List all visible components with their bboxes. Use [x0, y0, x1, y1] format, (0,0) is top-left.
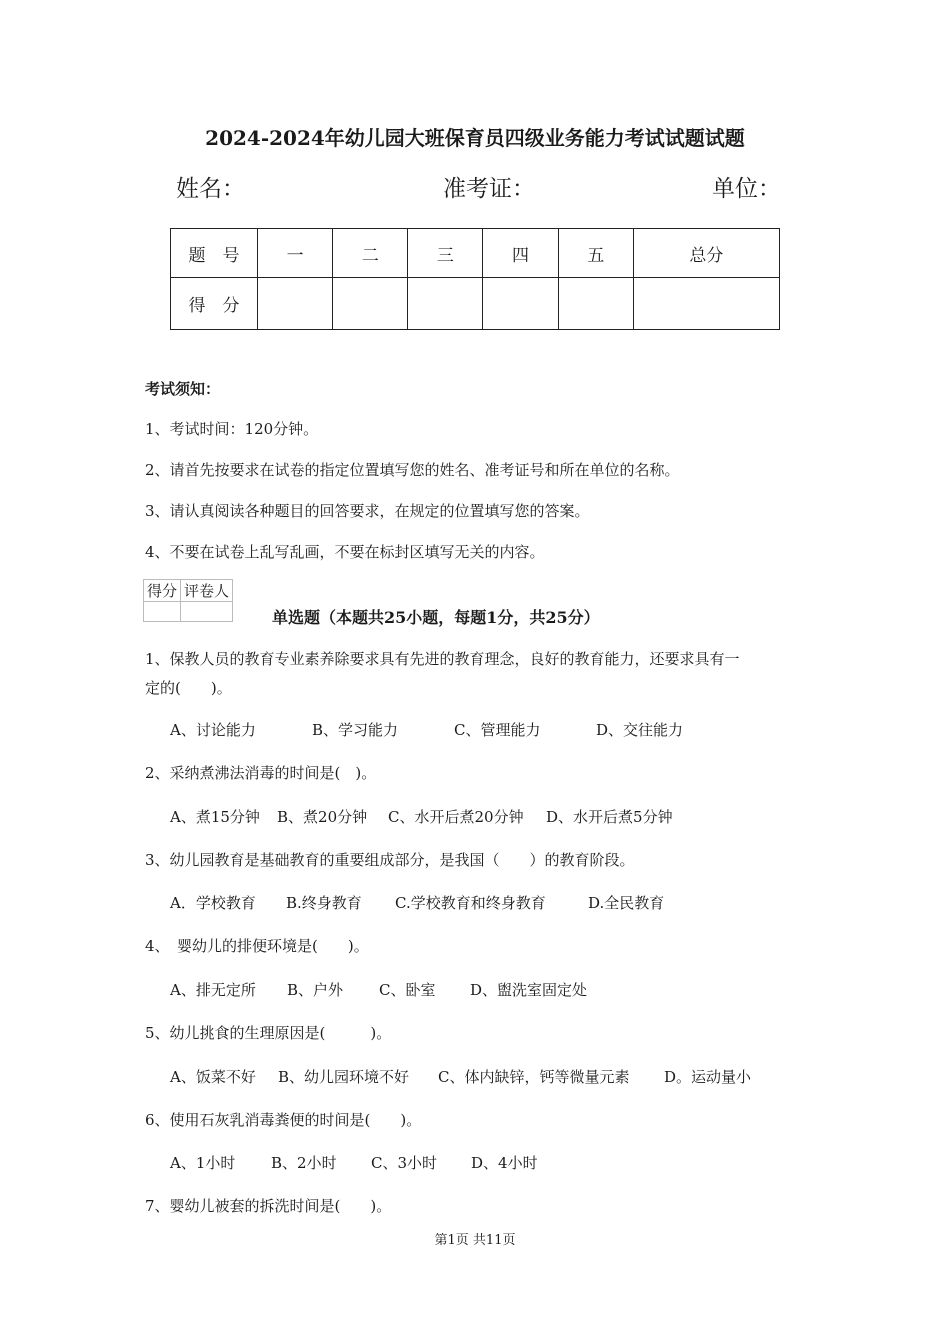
- score-table-header-cell: 三: [408, 229, 483, 278]
- question-stem-continued: 定的( )。: [145, 679, 232, 697]
- question-stem: 4、 婴幼儿的排便环境是( )。: [145, 937, 369, 955]
- question-option: C、体内缺锌，钙等微量元素: [438, 1068, 630, 1086]
- question-option: C、水开后煮20分钟: [388, 808, 524, 826]
- grader-score-label: 得分: [144, 580, 181, 602]
- score-table-header-cell: 题 号: [171, 229, 258, 278]
- score-cell: [483, 278, 558, 330]
- question-option: A、饭菜不好: [170, 1068, 256, 1086]
- score-table-header-cell: 四: [483, 229, 558, 278]
- grader-score-cell: [144, 602, 181, 622]
- question-option: C、卧室: [379, 981, 436, 999]
- question-stem: 1、保教人员的教育专业素养除要求具有先进的教育理念，良好的教育能力，还要求具有一: [145, 650, 740, 668]
- exam-number-field-label: 准考证：: [443, 176, 535, 202]
- grader-reviewer-label: 评卷人: [181, 580, 233, 602]
- score-cell: [558, 278, 633, 330]
- notice-heading: 考试须知：: [145, 380, 221, 398]
- score-table-header-cell: 五: [558, 229, 633, 278]
- unit-field-label: 单位：: [712, 176, 781, 202]
- score-cell: [633, 278, 779, 330]
- question-option: A、排无定所: [170, 981, 256, 999]
- question-option: D.全民教育: [588, 894, 665, 912]
- section-title: 单选题（本题共25小题，每题1分，共25分）: [272, 608, 600, 627]
- grader-reviewer-cell: [181, 602, 233, 622]
- score-table-header-cell: 二: [333, 229, 408, 278]
- page-footer: 第1页 共11页: [434, 1233, 516, 1248]
- question-stem: 7、婴幼儿被套的拆洗时间是( )。: [145, 1197, 392, 1215]
- question-option: A．学校教育: [170, 894, 256, 912]
- question-option: D。运动量小: [664, 1068, 752, 1086]
- question-option: B、幼儿园环境不好: [278, 1068, 410, 1086]
- question-option: B、煮20分钟: [277, 808, 368, 826]
- question-option: B、户外: [287, 981, 344, 999]
- question-option: A、讨论能力: [170, 721, 256, 739]
- grader-box: [143, 579, 233, 622]
- notice-item: 3、请认真阅读各种题目的回答要求，在规定的位置填写您的答案。: [145, 502, 590, 520]
- name-field-label: 姓名：: [176, 176, 245, 202]
- question-option: B、学习能力: [312, 721, 399, 739]
- score-row-label: 得 分: [171, 278, 258, 330]
- question-option: C、管理能力: [454, 721, 541, 739]
- score-table: [170, 228, 780, 330]
- question-option: D、水开后煮5分钟: [546, 808, 673, 826]
- question-option: C.学校教育和终身教育: [395, 894, 546, 912]
- notice-item: 4、不要在试卷上乱写乱画，不要在标封区填写无关的内容。: [145, 543, 545, 561]
- score-cell: [333, 278, 408, 330]
- question-option: B.终身教育: [286, 894, 362, 912]
- question-option: B、2小时: [271, 1154, 337, 1172]
- score-table-score-row: [171, 278, 780, 330]
- question-option: A、1小时: [170, 1154, 236, 1172]
- question-option: D、交往能力: [596, 721, 684, 739]
- notice-item: 2、请首先按要求在试卷的指定位置填写您的姓名、准考证号和所在单位的名称。: [145, 461, 680, 479]
- score-table-header-cell: 一: [258, 229, 333, 278]
- score-cell: [258, 278, 333, 330]
- question-stem: 5、幼儿挑食的生理原因是( )。: [145, 1024, 392, 1042]
- score-table-header-row: [171, 229, 780, 278]
- page-title: 2024-2024年幼儿园大班保育员四级业务能力考试试题试题: [205, 126, 745, 150]
- question-stem: 6、使用石灰乳消毒粪便的时间是( )。: [145, 1111, 422, 1129]
- question-stem: 3、幼儿园教育是基础教育的重要组成部分，是我国（ ）的教育阶段。: [145, 851, 635, 869]
- score-cell: [408, 278, 483, 330]
- question-option: D、盥洗室固定处: [470, 981, 588, 999]
- score-table-header-cell: 总分: [633, 229, 779, 278]
- question-option: A、煮15分钟: [170, 808, 260, 826]
- question-stem: 2、采纳煮沸法消毒的时间是( )。: [145, 764, 377, 782]
- notice-item: 1、考试时间：120分钟。: [145, 420, 319, 438]
- question-option: C、3小时: [371, 1154, 438, 1172]
- question-option: D、4小时: [471, 1154, 538, 1172]
